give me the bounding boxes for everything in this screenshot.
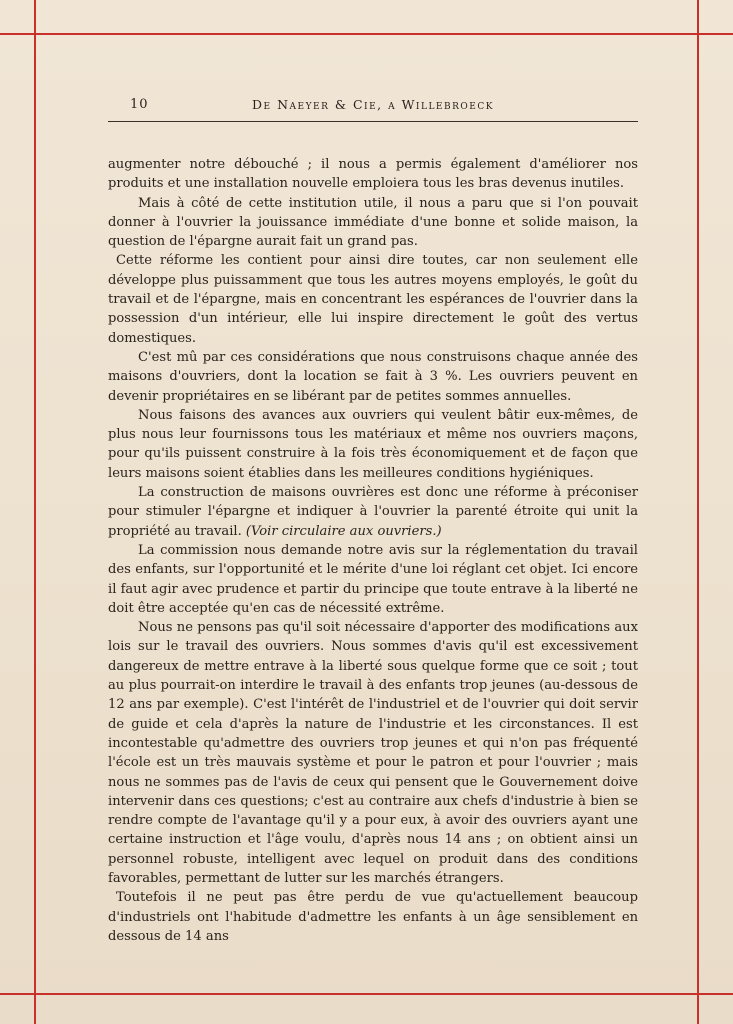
paragraph: Cette réforme les contient pour ainsi dire toutes, car non seulement elle développe plus puissamment que tous les autres moyens employés, le goût du travail et de l'épargne, mais en concentrant les espérances de l'ouvrier dans la possession d'un intérieur, elle lui inspire directement le goût des vertus domestiques.: [108, 253, 638, 346]
red-margin-line-bottom: [0, 993, 733, 995]
paragraph: Nous ne pensons pas qu'il soit nécessaire d'apporter des modifications aux lois sur le travail des ouvriers. Nous sommes d'avis qu'il est excessivement dangereux de mettre entrave à la liberté sous quelque forme que ce soit ; tout au plus pourrait-on interdire le travail à des enfants trop jeunes (au-dessous de 12 ans par exemple). C'est l'intérêt de l'industriel et de l'ouvrier qui doit servir de guide et cela d'après la nature de l'industrie et les circonstances. Il est incontestable qu'admettre des ouvriers trop jeunes et qui n'on pas fréquenté l'école est un très mauvais système et pour le patron et pour l'ouvrier ; mais nous ne sommes pas de l'avis de ceux qui pensent que le Gouvernement doive intervenir dans ces questions; c'est au contraire aux chefs d'industrie à bien se rendre compte de l'avantage qu'il y a pour eux, à avoir des ouvriers ayant une certaine instruction et l'âge voulu, d'après nous 14 ans ; on obtient ainsi un personnel robuste, intelligent avec lequel on produit dans des conditions favorables, permettant de lutter sur les marchés étrangers.: [108, 620, 638, 886]
running-title: De Naeyer & Cie, a Willebroeck: [252, 97, 494, 112]
paragraph: C'est mû par ces considérations que nous construisons chaque année des maisons d'ouvriers, dont la location se fait à 3 %. Les ouvriers peuvent en devenir propriétaires en se libérant par de petites sommes annuelles.: [108, 349, 638, 404]
paragraph: La commission nous demande notre avis sur la réglementation du travail des enfants, sur l'opportunité et le mérite d'une loi réglant cet objet. Ici encore il faut agir avec prudence et partir du principe que toute entrave à la liberté ne doit être acceptée qu'en cas de nécessité extrême.: [108, 542, 638, 616]
paragraph: [108, 483, 638, 541]
red-margin-line-left: [34, 0, 36, 1024]
page-number: 10: [130, 97, 149, 112]
red-margin-line-right: [697, 0, 699, 1024]
paragraph: Nous faisons des avances aux ouvriers qui veulent bâtir eux-mêmes, de plus nous leur fournissons tous les matériaux et même nos ouvriers maçons, pour qu'ils puissent construire à la fois très économiquement et de façon que leurs maisons soient établies dans les meilleures conditions hygiéniques.: [108, 407, 638, 481]
paragraph: Toutefois il ne peut pas être perdu de vue qu'actuellement beaucoup d'industriels ont l'habitude d'admettre les enfants à un âge sensiblement en dessous de 14 ans: [108, 890, 638, 944]
paragraph: Mais à côté de cette institution utile, il nous a paru que si l'on pouvait donner à l'ouvrier la jouissance immédiate d'une bonne et solide maison, la question de l'épargne aurait fait un grand pas.: [108, 195, 638, 250]
paragraph-text: La construction de maisons ouvrières est donc une réforme à préconiser pour stimuler l'épargne et indiquer à l'ouvrier la parenté étroite qui unit la propriété au travail.: [108, 485, 638, 539]
italic-reference: (Voir circulaire aux ouvriers.): [245, 523, 442, 539]
header-divider: [108, 121, 638, 122]
paragraph: augmenter notre débouché ; il nous a permis également d'améliorer nos produits et une installation nouvelle emploiera tous les bras devenus inutiles.: [108, 157, 638, 192]
page-header: [108, 97, 638, 119]
red-margin-line-top: [0, 33, 733, 35]
body-text: [108, 155, 638, 946]
